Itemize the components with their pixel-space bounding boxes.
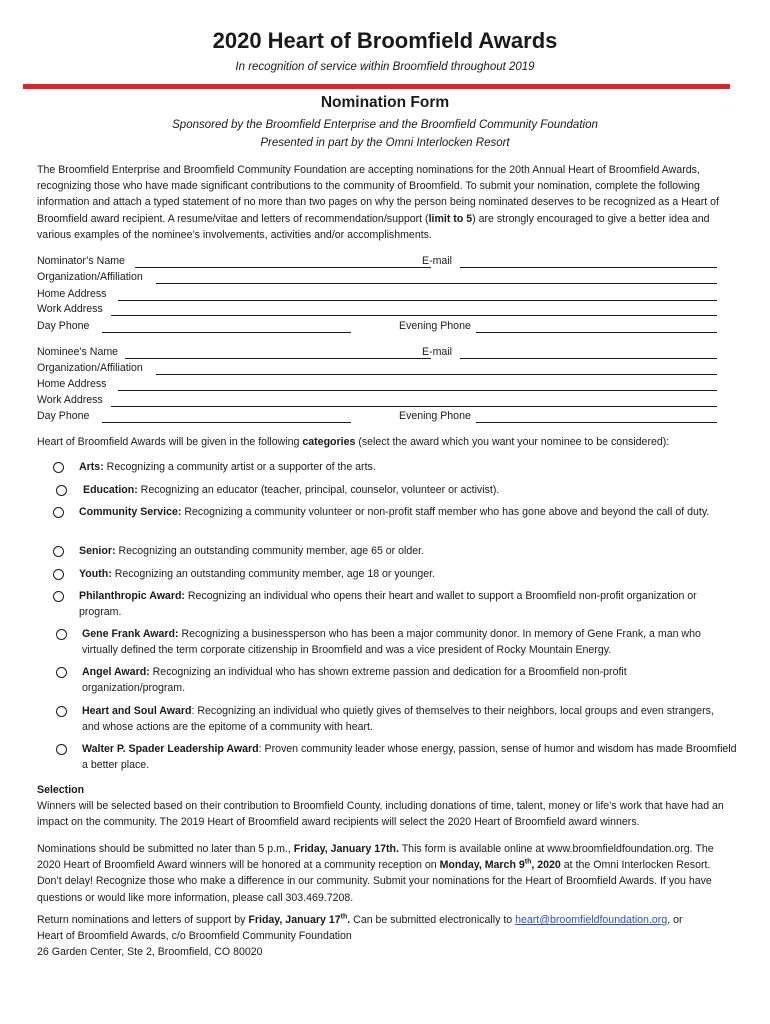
form-title: Nomination Form [320, 94, 450, 111]
nominee-email-field[interactable] [460, 358, 717, 359]
radio-button[interactable] [53, 591, 64, 602]
sponsor-line: Sponsored by the Broomfield Enterprise and the Broomfield Community Foundation [172, 119, 598, 131]
category-description: : Recognizing an individual who quietly gives of themselves to their neighbors, local groups and even strangers, and whose actions are the epitome of a community with heart. [82, 705, 714, 734]
intro-paragraph [37, 162, 737, 243]
nominee-day-phone-label: Day Phone [37, 410, 90, 422]
header-divider [23, 84, 730, 89]
nominator-day-phone-field[interactable] [102, 332, 351, 333]
mailing-address: 26 Garden Center, Ste 2, Broomfield, CO 80020 [37, 946, 263, 959]
category-name: Community Service: [79, 506, 182, 518]
intro-bold: limit to 5 [428, 212, 473, 225]
nominee-work-field[interactable] [111, 406, 717, 407]
nominee-name-label: Nominee’s Name [37, 346, 119, 358]
deadline-text: Nominations should be submitted no later than 5 p.m., [37, 843, 294, 855]
nominator-name-label: Nominator’s Name [37, 255, 125, 267]
nominator-work-row [37, 303, 727, 319]
presenter-line: Presented in part by the Omni Interlocken Resort [260, 137, 510, 149]
radio-button[interactable] [56, 706, 67, 717]
nominator-org-field[interactable] [156, 283, 717, 284]
nominator-day-phone-label: Day Phone [37, 320, 90, 332]
nominator-org-row [37, 271, 727, 287]
nominator-home-label: Home Address [37, 288, 107, 300]
mailing-name: Heart of Broomfield Awards, c/o Broomfield Community Foundation [37, 930, 352, 943]
nominee-org-label: Organization/Affiliation [37, 362, 143, 374]
nominator-name-row [37, 255, 727, 271]
intro-text: The Broomfield Enterprise and Broomfield Community Foundation are accepting nominations for the 20th Annual Heart of Broomfield Awards, recognizing those who have made significant contributions to the community of Broomfield. To submit your nomination, complete the following information and attach a typed statement of no more than two pages on why the person being nominated deserves to be recognized as a Heart of Broomfield award recipient. A resume/vitae and letters of recommendation/support ( [37, 164, 719, 225]
category-name: Angel Award: [82, 666, 150, 678]
return-date-end: . [347, 914, 351, 926]
nominator-phone-row [37, 320, 727, 336]
deadline-text-3: at the Omni Interlocken Resort. Don’t delay! Recognize those who make a difference in our community. Submit your nominations for the Heart of Broomfield Awards. If you have questions or would like more information, please call 303.469.7208. [37, 859, 712, 904]
nominator-email-field[interactable] [460, 267, 717, 268]
nominee-work-label: Work Address [37, 394, 103, 406]
nominee-home-field[interactable] [118, 390, 717, 391]
reception-date-suffix: th [524, 858, 532, 866]
deadline-paragraph [37, 841, 737, 906]
nominator-work-label: Work Address [37, 303, 103, 315]
selection-section [37, 782, 737, 831]
return-text: Return nominations and letters of support by [37, 914, 249, 926]
category-name: Youth: [79, 568, 112, 580]
nominee-home-label: Home Address [37, 378, 107, 390]
nominee-work-row [37, 394, 727, 410]
category-name: Education: [83, 484, 138, 496]
return-date-suffix: th [340, 913, 348, 921]
category-description: Recognizing an educator (teacher, principal, counselor, volunteer or activist). [137, 484, 500, 496]
radio-button[interactable] [56, 485, 67, 496]
radio-button[interactable] [53, 462, 64, 473]
reception-year: , 2020 [531, 859, 561, 872]
category-description: Recognizing an outstanding community member, age 65 or older. [115, 545, 425, 557]
nominee-name-field[interactable] [125, 358, 431, 359]
category-description: : Proven community leader whose energy, passion, sense of humor and wisdom has made Broomfield a better place. [82, 743, 737, 772]
radio-button[interactable] [53, 546, 64, 557]
nominee-day-phone-field[interactable] [102, 422, 351, 423]
nominee-home-row [37, 378, 727, 394]
category-name: Senior: [79, 545, 116, 557]
nominator-evening-phone-field[interactable] [476, 332, 717, 333]
category-description: Recognizing an outstanding community member, age 18 or younger. [111, 568, 436, 580]
nominee-org-row [37, 362, 727, 378]
return-text-3: , or [667, 914, 683, 926]
categories-intro [37, 436, 669, 448]
radio-button[interactable] [53, 569, 64, 580]
nominee-phone-row [37, 410, 727, 426]
nominee-email-label: E-mail [422, 346, 453, 358]
categories-intro-text: Heart of Broomfield Awards will be given in the following [37, 436, 303, 448]
category-name: Arts: [79, 461, 104, 473]
nominator-org-label: Organization/Affiliation [37, 271, 143, 283]
reception-date: Monday, March 9 [439, 859, 525, 872]
category-description: Recognizing an individual who has shown extreme passion and dedication for a Broomfield non-profit organization/program. [82, 666, 627, 695]
nominator-email-label: E-mail [422, 255, 453, 267]
nominator-home-field[interactable] [118, 300, 717, 301]
nominee-evening-phone-label: Evening Phone [399, 410, 471, 422]
category-name: Walter P. Spader Leadership Award [82, 743, 259, 755]
category-name: Philanthropic Award: [79, 590, 185, 602]
deadline-date: Friday, January 17th. [293, 843, 399, 855]
category-description: Recognizing a community artist or a supporter of the arts. [103, 461, 376, 473]
return-text-2: Can be submitted electronically to [350, 914, 516, 926]
selection-heading: Selection [37, 784, 85, 796]
email-link[interactable]: heart@broomfieldfoundation.org [515, 914, 668, 926]
selection-text: Winners will be selected based on their contribution to Broomfield County, including donations of time, talent, money or life’s work that have had an impact on the community. The 2019 Heart of Broomfield award recipients will select the 2020 Heart of Broomfield award winners. [37, 800, 724, 829]
nominator-work-field[interactable] [111, 315, 717, 316]
nominator-home-row [37, 288, 727, 304]
category-description: Recognizing a businessperson who has been a major community donor. In memory of Gene Frank, a man who virtually defined the term corporate citizenship in Broomfield and was a vice president of Rocky Mountain Energy. [82, 628, 701, 657]
page-subtitle: In recognition of service within Broomfield throughout 2019 [235, 61, 535, 73]
categories-intro-text-end: (select the award which you want your nominee to be considered): [355, 436, 670, 448]
nominee-evening-phone-field[interactable] [476, 422, 717, 423]
radio-button[interactable] [56, 629, 67, 640]
nominator-evening-phone-label: Evening Phone [399, 320, 471, 332]
page-title: 2020 Heart of Broomfield Awards [212, 28, 558, 53]
return-date: Friday, January 17 [248, 914, 341, 926]
return-info [37, 912, 737, 961]
radio-button[interactable] [56, 744, 67, 755]
deadline-text-2: This form is available online at www.broomfieldfoundation.org. The 2020 Heart of Broomfield Award winners will be honored at a community reception on [37, 843, 714, 872]
category-description: Recognizing a community volunteer or non-profit staff member who has gone above and beyond the call of duty. [181, 506, 710, 518]
nominee-name-row [37, 346, 727, 362]
categories-intro-bold: categories [302, 436, 356, 448]
intro-text-end: ) are strongly encouraged to give a better idea and various examples of the nominee’s involvements, activities and/or accomplishments. [37, 212, 710, 241]
radio-button[interactable] [53, 507, 64, 518]
nominator-name-field[interactable] [135, 267, 431, 268]
category-name: Heart and Soul Award [82, 705, 192, 717]
category-name: Gene Frank Award: [82, 628, 179, 640]
category-description: Recognizing an individual who opens their heart and wallet to support a Broomfield non-profit organization or program. [79, 590, 697, 619]
nominee-org-field[interactable] [156, 374, 717, 375]
radio-button[interactable] [56, 667, 67, 678]
